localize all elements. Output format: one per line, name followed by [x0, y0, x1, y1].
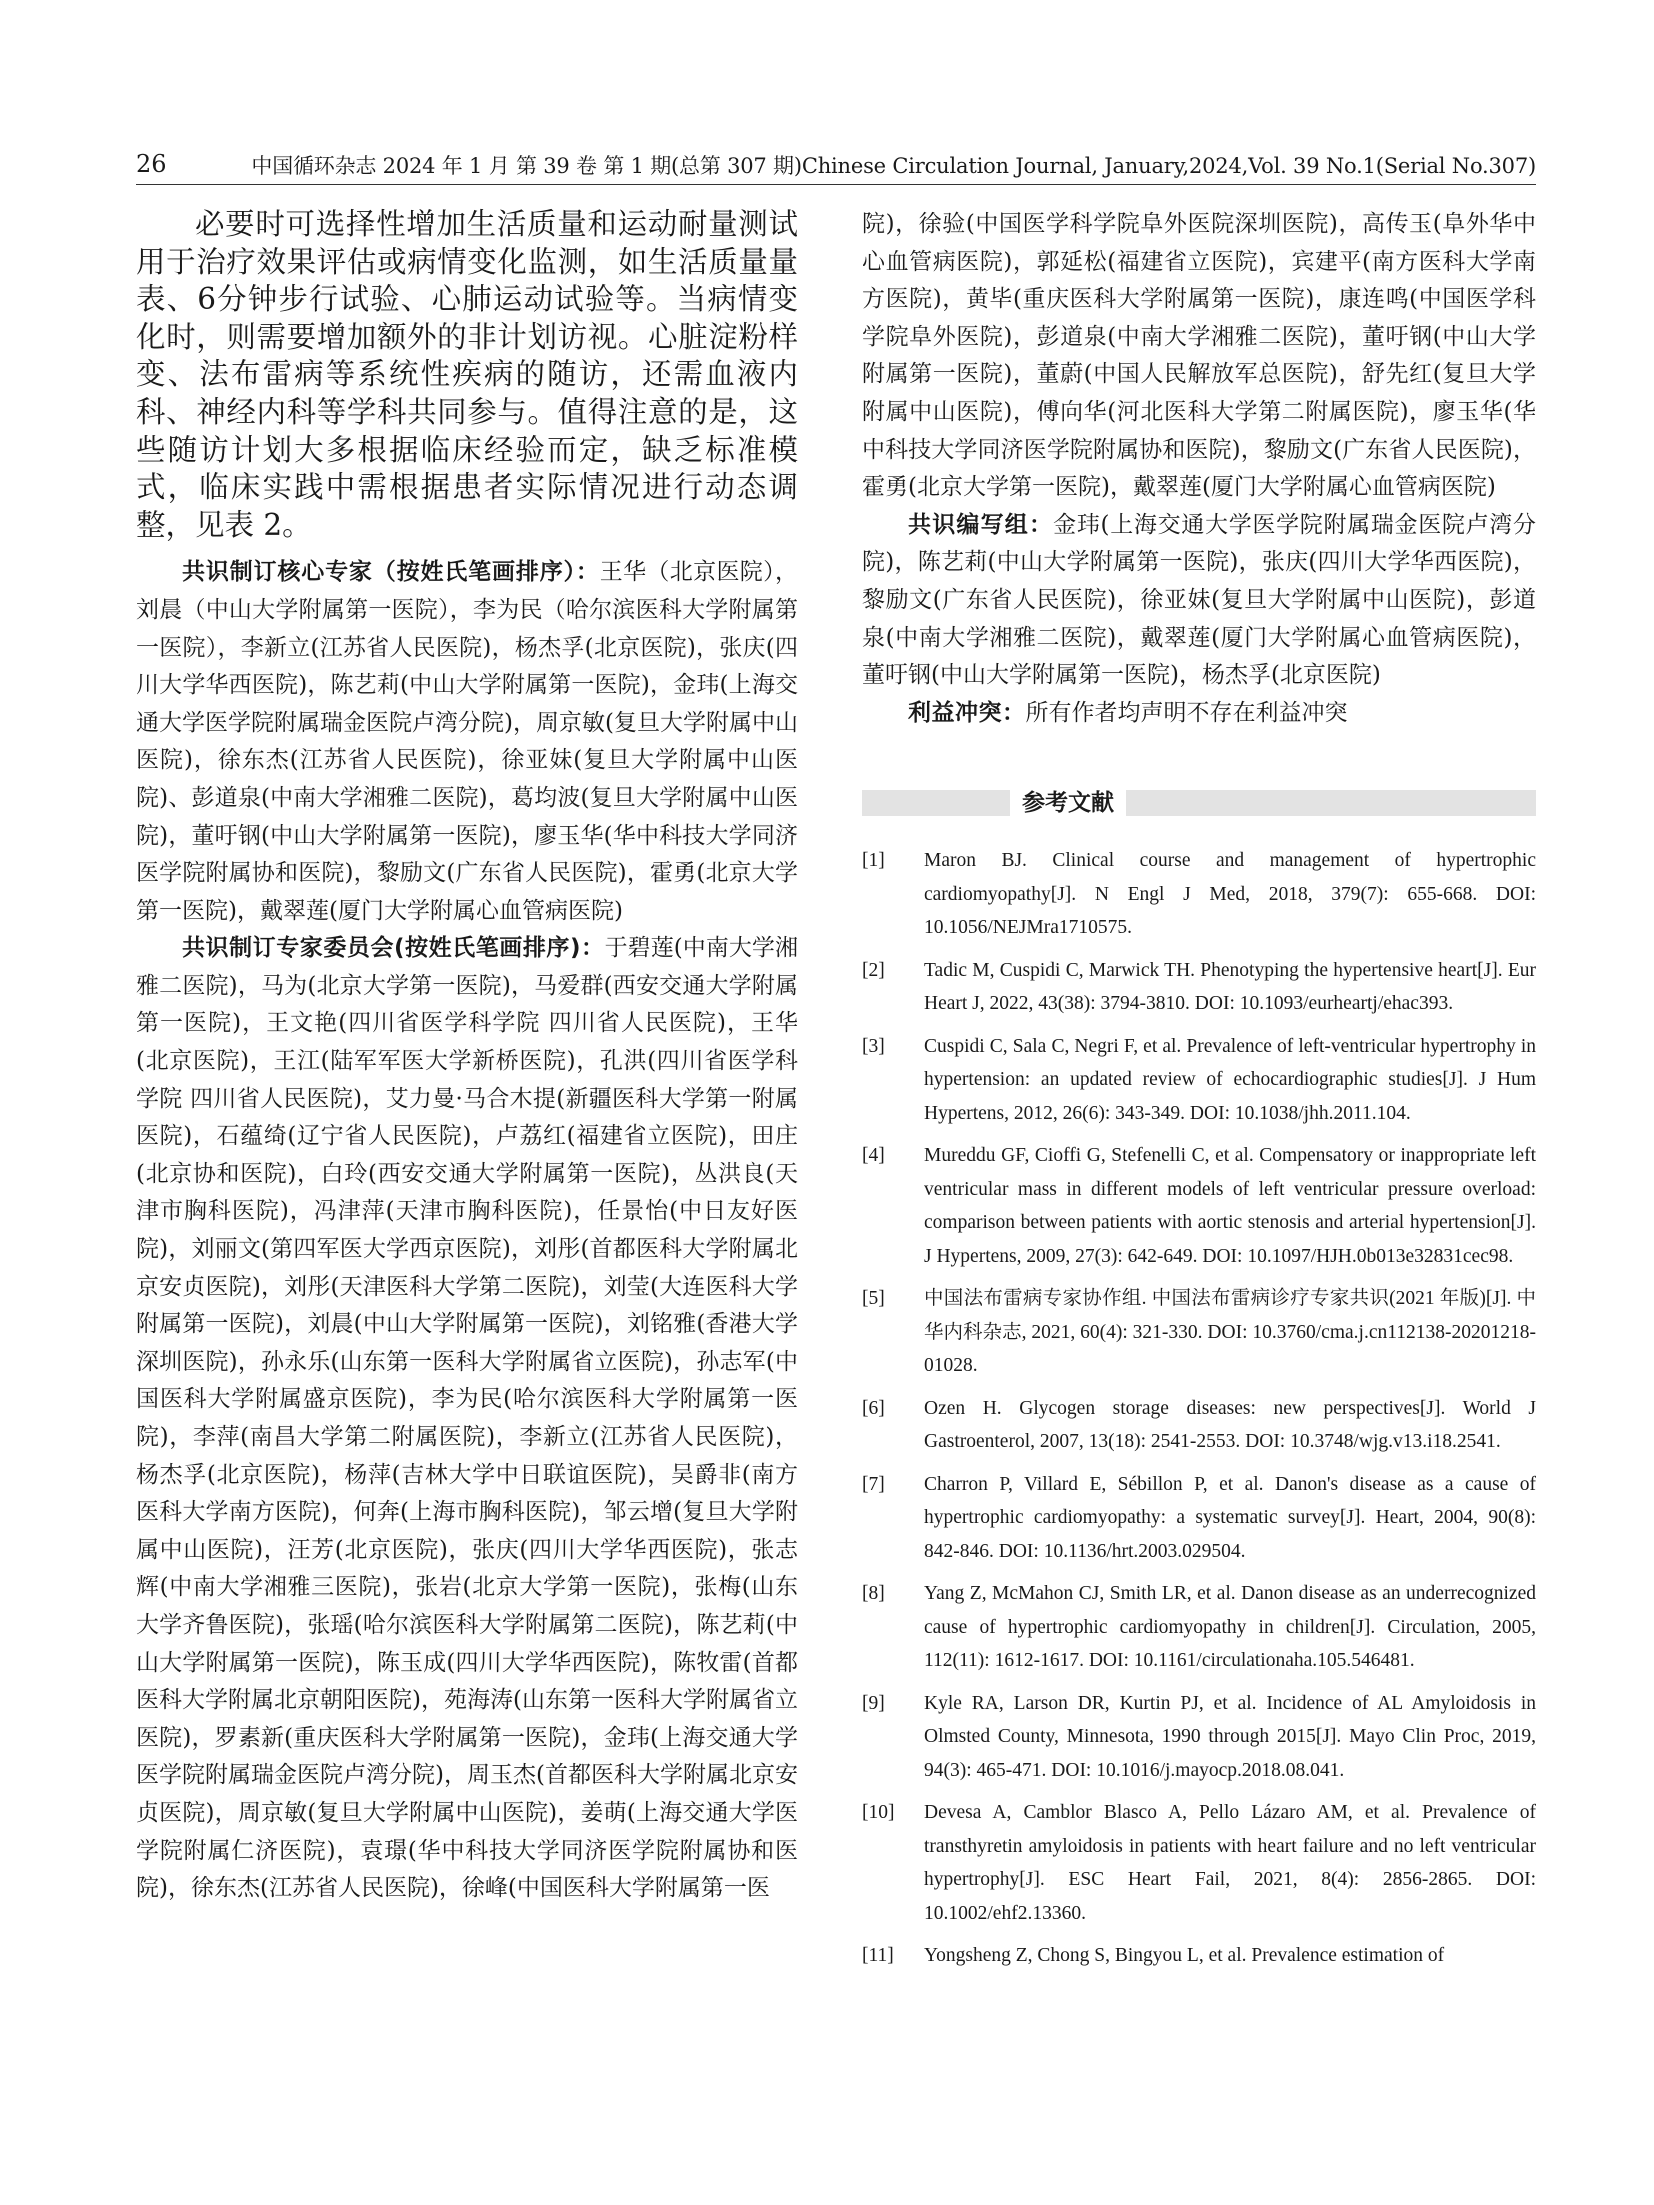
reference-text: Devesa A, Camblor Blasco A, Pello Lázaro AM, et al. Prevalence of transthyretin amyloidosis in patients with heart failure and no left ventricular hypertrophy[J]. ESC Heart Fail, 2021, 8(4): 2856-2865. DOI: 10.1002/ehf2.13360. — [924, 1802, 1536, 1924]
reference-item — [862, 1030, 1536, 1131]
left-column — [136, 206, 798, 1908]
conflict-statement: 所有作者均声明不存在利益冲突 — [1025, 699, 1348, 726]
references-heading-bar — [862, 790, 1536, 816]
reference-text: Ozen H. Glycogen storage diseases: new perspectives[J]. World J Gastroenterol, 2007, 13(18): 2541-2553. DOI: 10.3748/wjg.v13.i18.2541. — [924, 1397, 1536, 1453]
writing-group-paragraph — [862, 507, 1536, 695]
committee-label: 共识制订专家委员会(按姓氏笔画排序)： — [182, 935, 605, 962]
journal-citation-line: 中国循环杂志 2024 年 1 月 第 39 卷 第 1 期(总第 307 期)Chinese Circulation Journal, January,2024,Vol. 39 No.1(Serial No.307) — [251, 154, 1536, 178]
reference-text: Cuspidi C, Sala C, Negri F, et al. Prevalence of left-ventricular hypertrophy in hypertension: an updated review of echocardiographic studies[J]. J Hum Hypertens, 2012, 26(6): 343-349. DOI: 10.1038/jhh.2011.104. — [924, 1035, 1536, 1124]
reference-text: 中国法布雷病专家协作组. 中国法布雷病诊疗专家共识(2021 年版)[J]. 中华内科杂志, 2021, 60(4): 321-330. DOI: 10.3760/cma.j.cn112138-20201218-01028. — [924, 1288, 1536, 1377]
reference-item — [862, 1392, 1536, 1459]
reference-number: [10] — [862, 1802, 895, 1824]
reference-item — [862, 1139, 1536, 1273]
reference-item — [862, 1468, 1536, 1569]
reference-number: [8] — [862, 1583, 885, 1605]
reference-number: [7] — [862, 1473, 885, 1495]
reference-text: Kyle RA, Larson DR, Kurtin PJ, et al. Incidence of AL Amyloidosis in Olmsted County, Minnesota, 1990 through 2015[J]. Mayo Clin Proc, 2019, 94(3): 465-471. DOI: 10.1016/j.mayocp.2018.08.041. — [924, 1692, 1536, 1781]
reference-item — [862, 1577, 1536, 1678]
writing-group-list: 金玮(上海交通大学医学院附属瑞金医院卢湾分院)，陈艺莉(中山大学附属第一医院)，张庆(四川大学华西医院)，黎励文(广东省人民医院)，徐亚妹(复旦大学附属中山医院)，彭道泉(中南大学湘雅二医院)，戴翠莲(厦门大学附属心血管病医院)，董吁钢(中山大学附属第一医院)，杨杰孚(北京医院) — [862, 511, 1537, 689]
core-experts-label: 共识制订核心专家（按姓氏笔画排序）： — [182, 559, 600, 586]
reference-number: [2] — [862, 959, 885, 981]
running-header — [136, 146, 1536, 182]
reference-item — [862, 1687, 1536, 1788]
core-experts-paragraph — [136, 554, 798, 930]
reference-item — [862, 1939, 1536, 1973]
reference-text: Mureddu GF, Cioffi G, Stefenelli C, et al. Compensatory or inappropriate left ventricular mass in different models of left ventricular pressure overload: comparison between patients with aortic stenosis and arterial hypertension[J]. J Hypertens, 2009, 27(3): 642-649. DOI: 10.1097/HJH.0b013e32831cec98. — [924, 1145, 1536, 1267]
conflict-paragraph — [862, 695, 1536, 733]
reference-number: [11] — [862, 1945, 894, 1967]
reference-text: Yang Z, McMahon CJ, Smith LR, et al. Danon disease as an underrecognized cause of hypertrophic cardiomyopathy in children[J]. Circulation, 2005, 112(11): 1612-1617. DOI: 10.1161/circulationaha.105.546481. — [924, 1583, 1536, 1672]
reference-item — [862, 1796, 1536, 1930]
committee-list: 于碧莲(中南大学湘雅二医院)，马为(北京大学第一医院)，马爱群(西安交通大学附属第一医院)，王文艳(四川省医学科学院 四川省人民医院)，王华(北京医院)，王江(陆军军医大学新桥医院)，孔洪(四川省医学科学院 四川省人民医院)，艾力曼·马合木提(新疆医科大学第一附属医院)，石蕴绮(辽宁省人民医院)，卢荔红(福建省立医院)，田庄(北京协和医院)，白玲(西安交通大学附属第一医院)，丛洪良(天津市胸科医院)，冯津萍(天津市胸科医院)，任景怡(中日友好医院)，刘丽文(第四军医大学西京医院)，刘彤(首都医科大学附属北京安贞医院)，刘彤(天津医科大学第二医院)，刘莹(大连医科大学附属第一医院)，刘晨(中山大学附属第一医院)，刘铭雅(香港大学深圳医院)，孙永乐(山东第一医科大学附属省立医院)，孙志军(中国医科大学附属盛京医院)，李为民(哈尔滨医科大学附属第一医院)，李萍(南昌大学第二附属医院)，李新立(江苏省人民医院)，杨杰孚(北京医院)，杨萍(吉林大学中日联谊医院)，吴爵非(南方医科大学南方医院)，何奔(上海市胸科医院)，邹云增(复旦大学附属中山医院)，汪芳(北京医院)，张庆(四川大学华西医院)，张志辉(中南大学湘雅三医院)，张岩(北京大学第一医院)，张梅(山东大学齐鲁医院)，张瑶(哈尔滨医科大学附属第二医院)，陈艺莉(中山大学附属第一医院)，陈玉成(四川大学华西医院)，陈牧雷(首都医科大学附属北京朝阳医院)，苑海涛(山东第一医科大学附属省立医院)，罗素新(重庆医科大学附属第一医院)，金玮(上海交通大学医学院附属瑞金医院卢湾分院)，周玉杰(首都医科大学附属北京安贞医院)，周京敏(复旦大学附属中山医院)，姜萌(上海交通大学医学院附属仁济医院)，袁璟(华中科技大学同济医学院附属协和医院)，徐东杰(江苏省人民医院)，徐峰(中国医科大学附属第一医 — [136, 935, 798, 1902]
intro-paragraph: 必要时可选择性增加生活质量和运动耐量测试用于治疗效果评估或病情变化监测，如生活质量量表、6分钟步行试验、心肺运动试验等。当病情变化时，则需要增加额外的非计划访视。心脏淀粉样变、法布雷病等系统性疾病的随访，还需血液内科、神经内科等学科共同参与。值得注意的是，这些随访计划大多根据临床经验而定，缺乏标准模式，临床实践中需根据患者实际情况进行动态调整，见表 2。 — [136, 207, 798, 542]
reference-item — [862, 1282, 1536, 1383]
reference-list — [862, 844, 1536, 1973]
reference-item — [862, 954, 1536, 1021]
reference-number: [6] — [862, 1397, 885, 1419]
reference-item — [862, 844, 1536, 945]
reference-text: Tadic M, Cuspidi C, Marwick TH. Phenotyping the hypertensive heart[J]. Eur Heart J, 2022, 43(38): 3794-3810. DOI: 10.1093/eurheartj/ehac393. — [924, 959, 1536, 1015]
reference-number: [9] — [862, 1692, 885, 1714]
reference-number: [1] — [862, 850, 885, 872]
reference-number: [5] — [862, 1288, 885, 1310]
reference-number: [3] — [862, 1035, 885, 1057]
header-rule — [136, 184, 1536, 185]
committee-paragraph — [136, 930, 798, 1907]
right-column — [862, 206, 1536, 1982]
writing-group-label: 共识编写组： — [908, 511, 1054, 538]
committee-continued: 院)，徐验(中国医学科学院阜外医院深圳医院)，高传玉(阜外华中心血管病医院)，郭延松(福建省立医院)，宾建平(南方医科大学南方医院)，黄毕(重庆医科大学附属第一医院)，康连鸣(中国医学科学院阜外医院)，彭道泉(中南大学湘雅二医院)，董吁钢(中山大学附属第一医院)，董蔚(中国人民解放军总医院)，舒先红(复旦大学附属中山医院)，傅向华(河北医科大学第二附属医院)，廖玉华(华中科技大学同济医学院附属协和医院)，黎励文(广东省人民医院)，霍勇(北京大学第一医院)，戴翠莲(厦门大学附属心血管病医院) — [862, 211, 1536, 501]
references-heading: 参考文献 — [1010, 788, 1126, 818]
conflict-label: 利益冲突： — [908, 699, 1026, 726]
reference-number: [4] — [862, 1145, 885, 1167]
reference-text: Charron P, Villard E, Sébillon P, et al. Danon's disease as a cause of hypertrophic cardiomyopathy: a systematic survey[J]. Heart, 2004, 90(8): 842-846. DOI: 10.1136/hrt.2003.029504. — [924, 1473, 1536, 1562]
core-experts-list: 王华（北京医院），刘晨（中山大学附属第一医院），李为民（哈尔滨医科大学附属第一医院），李新立(江苏省人民医院)，杨杰孚(北京医院)，张庆(四川大学华西医院)，陈艺莉(中山大学附属第一医院)，金玮(上海交通大学医学院附属瑞金医院卢湾分院)，周京敏(复旦大学附属中山医院)，徐东杰(江苏省人民医院)，徐亚妹(复旦大学附属中山医院)、彭道泉(中南大学湘雅二医院)，葛均波(复旦大学附属中山医院)，董吁钢(中山大学附属第一医院)，廖玉华(华中科技大学同济医学院附属协和医院)，黎励文(广东省人民医院)，霍勇(北京大学第一医院)，戴翠莲(厦门大学附属心血管病医院) — [136, 559, 799, 924]
reference-text: Yongsheng Z, Chong S, Bingyou L, et al. Prevalence estimation of — [924, 1945, 1445, 1967]
reference-text: Maron BJ. Clinical course and management of hypertrophic cardiomyopathy[J]. N Engl J Med, 2018, 379(7): 655-668. DOI: 10.1056/NEJMra1710575. — [924, 850, 1536, 939]
page-number: 26 — [136, 150, 167, 178]
